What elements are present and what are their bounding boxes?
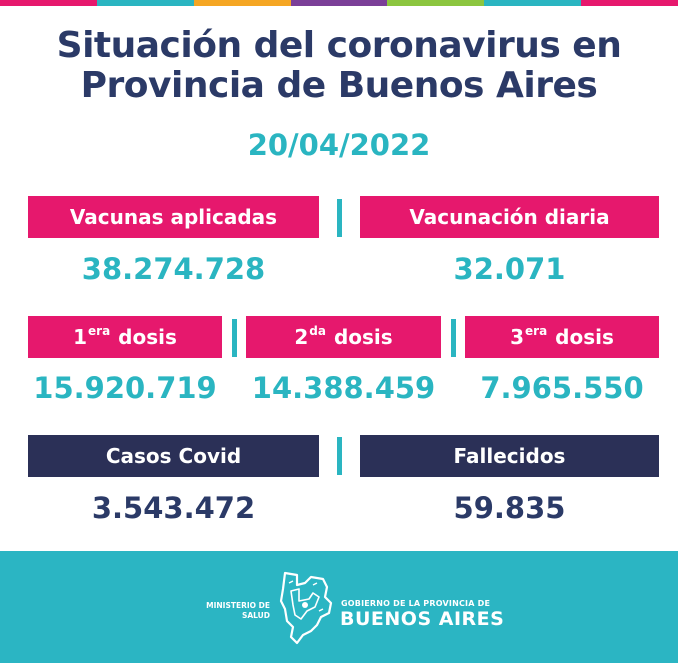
casos-covid-value: 3.543.472 (91, 491, 256, 525)
gobierno-label: GOBIERNO DE LA PROVINCIA DE (341, 599, 491, 608)
separator (337, 199, 342, 237)
primera-dosis-value: 15.920.719 (33, 371, 217, 405)
footer (0, 551, 678, 663)
vacunas-aplicadas-value: 38.274.728 (81, 252, 266, 286)
separator (232, 319, 237, 357)
title-line-2: Provincia de Buenos Aires (80, 65, 598, 106)
vacunas-aplicadas-label: Vacunas aplicadas (28, 196, 319, 238)
ministerio-label: MINISTERIO DE SALUD (206, 601, 270, 620)
tercera-dosis-label: 3 $^{era}$ dosis (465, 316, 659, 358)
top-color-bar (0, 0, 678, 6)
separator (451, 319, 456, 357)
vacunacion-diaria-label: Vacunación diaria (360, 196, 659, 238)
tercera-dosis-value: 7.965.550 (480, 371, 644, 405)
title-line-1: Situación del coronavirus en (56, 25, 622, 66)
buenos-aires-label: BUENOS AIRES (340, 608, 505, 630)
segunda-dosis-label: 2 $^{da}$ dosis (246, 316, 441, 358)
fallecidos-label: Fallecidos (360, 435, 659, 477)
page-title (0, 26, 678, 106)
primera-dosis-label: 1 $^{era}$ dosis (28, 316, 222, 358)
fallecidos-value: 59.835 (453, 491, 566, 525)
separator (337, 437, 342, 475)
segunda-dosis-value: 14.388.459 (251, 371, 436, 405)
vacunacion-diaria-value: 32.071 (453, 252, 566, 286)
casos-covid-label: Casos Covid (28, 435, 319, 477)
province-map-logo-icon (277, 571, 335, 645)
report-date: 20/04/2022 (247, 128, 431, 162)
